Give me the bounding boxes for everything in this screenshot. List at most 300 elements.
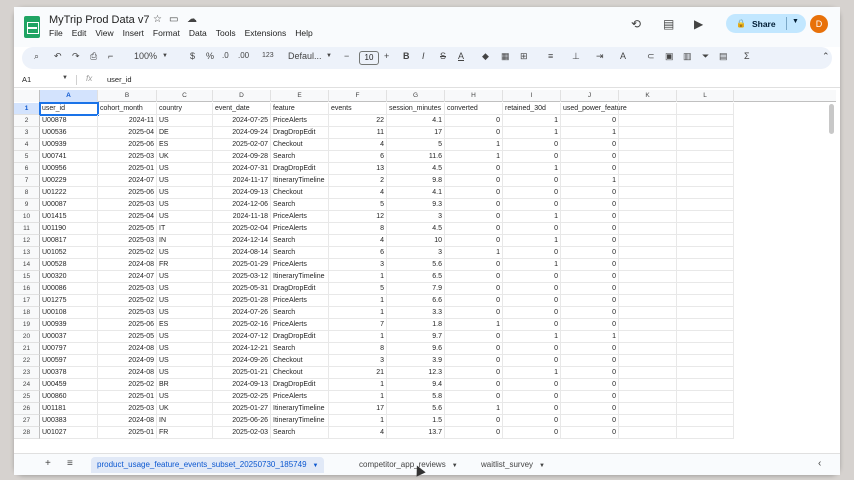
cell[interactable]: BR [157,379,213,391]
cell[interactable]: 0 [503,343,561,355]
column-header[interactable]: J [561,90,619,102]
cell[interactable]: 2024-08 [98,415,157,427]
cell[interactable]: 2025-01-29 [213,259,271,271]
cell[interactable]: U00229 [40,175,98,187]
cell[interactable]: 1 [329,379,387,391]
cell[interactable]: 0 [445,175,503,187]
cell[interactable]: PriceAlerts [271,391,329,403]
cell[interactable]: 10 [387,235,445,247]
zoom-dropdown-icon[interactable]: ▼ [162,53,168,59]
decrease-font-size-icon[interactable]: − [344,51,350,61]
cell[interactable]: 13 [329,163,387,175]
cell[interactable]: 2025-06-26 [213,415,271,427]
cell[interactable]: U01181 [40,403,98,415]
cell[interactable] [619,187,677,199]
cell[interactable]: 2025-03 [98,283,157,295]
cell[interactable]: 1 [445,151,503,163]
collapse-toolbar-icon[interactable]: ⌃ [822,51,830,61]
column-header[interactable]: B [98,90,157,102]
cell[interactable]: 0 [503,175,561,187]
fill-color-icon[interactable]: ◆ [482,51,489,61]
cell[interactable]: 7 [329,319,387,331]
cell[interactable]: US [157,283,213,295]
select-all-corner[interactable] [14,90,40,102]
cell[interactable] [619,247,677,259]
cell[interactable] [677,415,734,427]
cell[interactable]: 1 [503,331,561,343]
cell[interactable]: 0 [503,283,561,295]
text-rotation-icon[interactable]: A [620,51,627,61]
row-header[interactable]: 21 [14,343,40,355]
cell[interactable]: 2025-04 [98,127,157,139]
text-color-button[interactable]: A [458,51,465,61]
more-formats-button[interactable]: 123 [262,52,274,59]
cell[interactable]: 0 [503,247,561,259]
cell[interactable]: 2025-02-04 [213,223,271,235]
cell[interactable]: DragDropEdit [271,331,329,343]
cell[interactable] [619,415,677,427]
cell[interactable]: 1 [561,127,619,139]
cell[interactable] [619,343,677,355]
formula-input[interactable]: user_id [107,75,132,84]
cell[interactable]: 0 [445,379,503,391]
cell[interactable] [677,223,734,235]
cell[interactable]: 1 [329,295,387,307]
cell[interactable]: 21 [329,367,387,379]
column-header[interactable]: L [677,90,734,102]
cell[interactable]: 1 [503,115,561,127]
borders-icon[interactable]: ▦ [501,51,510,61]
cell[interactable]: 2 [329,175,387,187]
cell[interactable]: 0 [561,187,619,199]
cell[interactable]: 2025-06 [98,187,157,199]
row-header[interactable]: 25 [14,391,40,403]
cell[interactable]: 0 [503,415,561,427]
cell[interactable]: 0 [561,391,619,403]
cell[interactable]: US [157,175,213,187]
cell[interactable]: Search [271,247,329,259]
zoom-select[interactable]: 100% [134,51,158,61]
cell[interactable]: ItineraryTimeline [271,415,329,427]
cell[interactable]: 1 [445,139,503,151]
cell[interactable]: 4 [329,235,387,247]
cell[interactable]: 1 [503,259,561,271]
row-header[interactable]: 8 [14,187,40,199]
cell[interactable]: 2025-03 [98,403,157,415]
sheet-tab-menu-icon[interactable]: ▼ [312,463,319,469]
cell[interactable]: 0 [503,391,561,403]
cell[interactable]: 2025-02-07 [213,139,271,151]
search-menus-icon[interactable]: ⌕ [34,51,40,61]
cell[interactable]: 0 [445,271,503,283]
cell[interactable]: 1 [503,367,561,379]
cell[interactable]: US [157,391,213,403]
cell[interactable]: U01190 [40,223,98,235]
cell[interactable]: IT [157,223,213,235]
cell[interactable]: 2025-03 [98,235,157,247]
cell[interactable]: 0 [445,427,503,439]
cell[interactable]: 12.3 [387,367,445,379]
cell[interactable] [619,115,677,127]
cell[interactable]: US [157,307,213,319]
insert-chart-icon[interactable]: ▥ [683,51,692,61]
cell[interactable]: 2025-02 [98,379,157,391]
cell[interactable]: 0 [561,295,619,307]
cell[interactable]: 0 [561,307,619,319]
cell[interactable]: Search [271,199,329,211]
cell[interactable]: 2025-05 [98,331,157,343]
cell[interactable] [677,307,734,319]
cell[interactable] [677,247,734,259]
cell[interactable]: US [157,331,213,343]
cell[interactable]: 1 [329,331,387,343]
column-header[interactable]: A [40,90,98,102]
redo-icon[interactable]: ↷ [72,51,80,61]
cell[interactable]: 1 [503,211,561,223]
cell[interactable]: 0 [445,283,503,295]
cell[interactable]: 0 [503,223,561,235]
cell[interactable]: 7.9 [387,283,445,295]
cell[interactable] [677,343,734,355]
cell[interactable]: 9.4 [387,379,445,391]
row-header[interactable]: 2 [14,115,40,127]
cell[interactable]: U00528 [40,259,98,271]
cell[interactable]: 2024-09-24 [213,127,271,139]
cell[interactable]: user_id [40,103,98,115]
cell[interactable] [619,331,677,343]
cell[interactable] [619,307,677,319]
vertical-align-icon[interactable]: ⊥ [572,51,580,61]
sheet-tab-competitor-reviews[interactable] [353,457,464,473]
cell[interactable]: 1 [329,415,387,427]
cell[interactable] [619,151,677,163]
move-folder-icon[interactable]: ▭ [169,14,179,25]
cell[interactable]: 12 [329,211,387,223]
cell[interactable]: 4 [329,427,387,439]
cell[interactable]: U00817 [40,235,98,247]
cell[interactable]: cohort_month [98,103,157,115]
column-header[interactable]: F [329,90,387,102]
cell[interactable]: 0 [445,187,503,199]
row-header[interactable]: 10 [14,211,40,223]
cell[interactable]: 2024-09-28 [213,151,271,163]
sheet-tab-waitlist-survey[interactable] [475,457,551,473]
cell[interactable] [677,127,734,139]
cell[interactable] [619,355,677,367]
cell[interactable] [619,175,677,187]
cell[interactable] [619,199,677,211]
sheets-logo-icon[interactable] [24,16,40,38]
sheet-tab-product-usage[interactable] [91,457,324,473]
cell[interactable]: U00878 [40,115,98,127]
percent-format-button[interactable]: % [206,51,215,61]
cell[interactable] [619,427,677,439]
cell[interactable]: 2024-07-26 [213,307,271,319]
cell[interactable]: US [157,163,213,175]
explore-collapse-icon[interactable]: ‹ [818,458,822,469]
cell[interactable]: 0 [445,223,503,235]
cell[interactable]: 0 [445,259,503,271]
menu-insert[interactable]: Insert [122,28,144,38]
cell[interactable]: 0 [561,199,619,211]
paint-format-icon[interactable]: ⌐ [108,51,114,61]
cell[interactable]: 0 [503,187,561,199]
cell[interactable]: 1 [445,403,503,415]
share-dropdown-icon[interactable]: ▼ [792,18,799,25]
cell[interactable]: 9.3 [387,199,445,211]
cell[interactable]: 2025-01-28 [213,295,271,307]
cell[interactable]: 2024-07 [98,175,157,187]
cell[interactable]: 2025-02-03 [213,427,271,439]
cell[interactable] [619,379,677,391]
cell[interactable]: PriceAlerts [271,211,329,223]
cell[interactable]: U00459 [40,379,98,391]
history-icon[interactable]: ⟲ [631,17,642,31]
menu-view[interactable]: View [95,28,114,38]
cell[interactable]: 17 [387,127,445,139]
decrease-decimal-button[interactable]: .0 [222,51,229,60]
column-header[interactable]: E [271,90,329,102]
menu-help[interactable]: Help [295,28,313,38]
row-header[interactable]: 9 [14,199,40,211]
cell[interactable]: US [157,295,213,307]
cell[interactable]: U00536 [40,127,98,139]
cell[interactable]: 0 [445,367,503,379]
cell[interactable] [677,211,734,223]
cell[interactable]: Checkout [271,187,329,199]
currency-format-button[interactable]: $ [190,51,196,61]
cell[interactable]: 0 [445,235,503,247]
cell[interactable]: 5.6 [387,403,445,415]
cell[interactable]: 2024-12-14 [213,235,271,247]
cell[interactable]: U00797 [40,343,98,355]
cell[interactable]: 1 [329,307,387,319]
cell[interactable] [677,259,734,271]
cell[interactable]: 2025-02-16 [213,319,271,331]
cell[interactable] [619,367,677,379]
cell[interactable]: ES [157,319,213,331]
cell[interactable]: country [157,103,213,115]
cell[interactable]: 9.7 [387,331,445,343]
menu-tools[interactable]: Tools [215,28,236,38]
insert-link-icon[interactable]: ⊂ [647,51,655,61]
cell[interactable] [619,295,677,307]
cell[interactable]: 1 [503,235,561,247]
cell[interactable]: 2024-07-31 [213,163,271,175]
cell[interactable]: Checkout [271,367,329,379]
cell[interactable]: 9.8 [387,175,445,187]
increase-decimal-button[interactable]: .00 [238,51,250,60]
menu-file[interactable]: File [49,28,63,38]
cell[interactable]: PriceAlerts [271,223,329,235]
cell[interactable] [619,103,677,115]
cell[interactable] [677,283,734,295]
cell[interactable]: ES [157,139,213,151]
cell[interactable]: 11.6 [387,151,445,163]
cell[interactable]: 4 [329,139,387,151]
cell[interactable]: 0 [561,379,619,391]
cell[interactable]: US [157,271,213,283]
cell[interactable]: 0 [503,427,561,439]
increase-font-size-icon[interactable]: + [384,51,390,61]
cell[interactable]: U00108 [40,307,98,319]
cell[interactable]: U00378 [40,367,98,379]
strikethrough-button[interactable]: S [440,51,447,61]
font-select[interactable]: Defaul... [288,51,322,61]
row-header[interactable]: 1 [14,103,40,115]
cell[interactable] [677,163,734,175]
cell[interactable]: 0 [445,199,503,211]
cell[interactable]: 3 [329,355,387,367]
cell[interactable]: IN [157,415,213,427]
column-header[interactable]: H [445,90,503,102]
cell[interactable]: Search [271,427,329,439]
filter-icon[interactable]: ⏷ [702,51,710,61]
cell[interactable]: 0 [561,415,619,427]
cell[interactable]: 2025-01 [98,391,157,403]
cell[interactable]: 0 [445,343,503,355]
row-header[interactable]: 5 [14,151,40,163]
cell[interactable]: 2024-11-17 [213,175,271,187]
avatar[interactable]: D [810,15,828,33]
cell[interactable]: U00320 [40,271,98,283]
cell[interactable]: FR [157,259,213,271]
cell[interactable]: 1 [561,175,619,187]
cell[interactable]: 0 [561,259,619,271]
print-icon[interactable]: ⎙ [90,51,98,61]
cell[interactable] [677,331,734,343]
cell[interactable] [619,211,677,223]
cell[interactable] [677,355,734,367]
cell[interactable]: 0 [445,391,503,403]
name-box[interactable]: A1 [22,75,32,84]
all-sheets-icon[interactable]: ≡ [67,458,73,469]
cell[interactable]: 0 [561,235,619,247]
cell[interactable]: 0 [561,271,619,283]
row-header[interactable]: 28 [14,427,40,439]
cloud-status-icon[interactable]: ☁ [187,14,197,25]
row-header[interactable]: 18 [14,307,40,319]
row-header[interactable]: 11 [14,223,40,235]
cell[interactable]: 2024-08 [98,343,157,355]
cell[interactable]: U00956 [40,163,98,175]
cell[interactable] [677,235,734,247]
cell[interactable]: US [157,187,213,199]
cell[interactable]: U01275 [40,295,98,307]
cell[interactable]: 2024-08 [98,259,157,271]
cell[interactable]: 5 [329,199,387,211]
cell[interactable]: 2025-01 [98,427,157,439]
row-header[interactable]: 7 [14,175,40,187]
cell[interactable]: 0 [503,319,561,331]
cell[interactable]: 0 [561,355,619,367]
cell[interactable]: U01222 [40,187,98,199]
cell[interactable]: 0 [561,139,619,151]
cell[interactable]: 11 [329,127,387,139]
row-header[interactable]: 4 [14,139,40,151]
cell[interactable] [619,163,677,175]
cell[interactable]: 6.5 [387,271,445,283]
cell[interactable]: DE [157,127,213,139]
meet-video-icon[interactable]: ▶ [694,17,704,31]
cell[interactable]: U00086 [40,283,98,295]
row-header[interactable]: 24 [14,379,40,391]
cell[interactable]: US [157,199,213,211]
row-header[interactable]: 14 [14,259,40,271]
row-header[interactable]: 22 [14,355,40,367]
row-header[interactable]: 20 [14,331,40,343]
cell[interactable]: 6 [329,247,387,259]
cell[interactable]: 5 [329,283,387,295]
cell[interactable] [677,187,734,199]
sheet-tab-menu-icon[interactable]: ▼ [539,463,545,469]
cell[interactable]: 6.6 [387,295,445,307]
cell[interactable]: 0 [445,127,503,139]
cell[interactable] [619,391,677,403]
row-header[interactable]: 3 [14,127,40,139]
cell[interactable]: U00741 [40,151,98,163]
font-dropdown-icon[interactable]: ▼ [326,53,332,59]
cell[interactable]: 0 [503,199,561,211]
cell[interactable]: 3 [387,211,445,223]
cell[interactable]: 1 [503,163,561,175]
name-box-dropdown-icon[interactable]: ▼ [62,75,68,81]
cell[interactable]: U01027 [40,427,98,439]
cell[interactable]: 2024-09-13 [213,379,271,391]
cell[interactable]: 4.1 [387,115,445,127]
cell[interactable]: 9.6 [387,343,445,355]
cell[interactable]: DragDropEdit [271,163,329,175]
cell[interactable]: 0 [445,163,503,175]
cell[interactable]: DragDropEdit [271,127,329,139]
cell[interactable]: 2025-06 [98,139,157,151]
cell[interactable]: feature [271,103,329,115]
cell[interactable]: 2025-02 [98,247,157,259]
cell[interactable]: 2025-03 [98,151,157,163]
cell[interactable]: U00383 [40,415,98,427]
cell[interactable]: U00597 [40,355,98,367]
cell[interactable] [619,259,677,271]
cell[interactable]: 5.8 [387,391,445,403]
cell[interactable]: 1 [329,391,387,403]
cell[interactable]: 2025-05-31 [213,283,271,295]
cell[interactable] [619,139,677,151]
cell[interactable]: 1.8 [387,319,445,331]
cell[interactable]: 2024-08-14 [213,247,271,259]
font-size-input[interactable]: 10 [359,51,379,65]
cell[interactable]: 2024-09-26 [213,355,271,367]
cell[interactable]: 0 [445,115,503,127]
cell[interactable] [677,199,734,211]
column-header[interactable]: D [213,90,271,102]
cell[interactable]: ItineraryTimeline [271,403,329,415]
cell[interactable]: 2024-08 [98,367,157,379]
cell[interactable]: 2024-12-21 [213,343,271,355]
row-header[interactable]: 15 [14,271,40,283]
cell[interactable]: US [157,367,213,379]
cell[interactable]: 2025-04 [98,211,157,223]
cell[interactable]: 0 [445,415,503,427]
cell[interactable]: 0 [561,247,619,259]
cell[interactable]: 0 [503,271,561,283]
cell[interactable]: events [329,103,387,115]
cell[interactable] [677,115,734,127]
cell[interactable]: 2024-11-18 [213,211,271,223]
share-button[interactable] [726,14,806,33]
cell[interactable]: 1.5 [387,415,445,427]
cell[interactable] [619,127,677,139]
column-header[interactable]: I [503,90,561,102]
